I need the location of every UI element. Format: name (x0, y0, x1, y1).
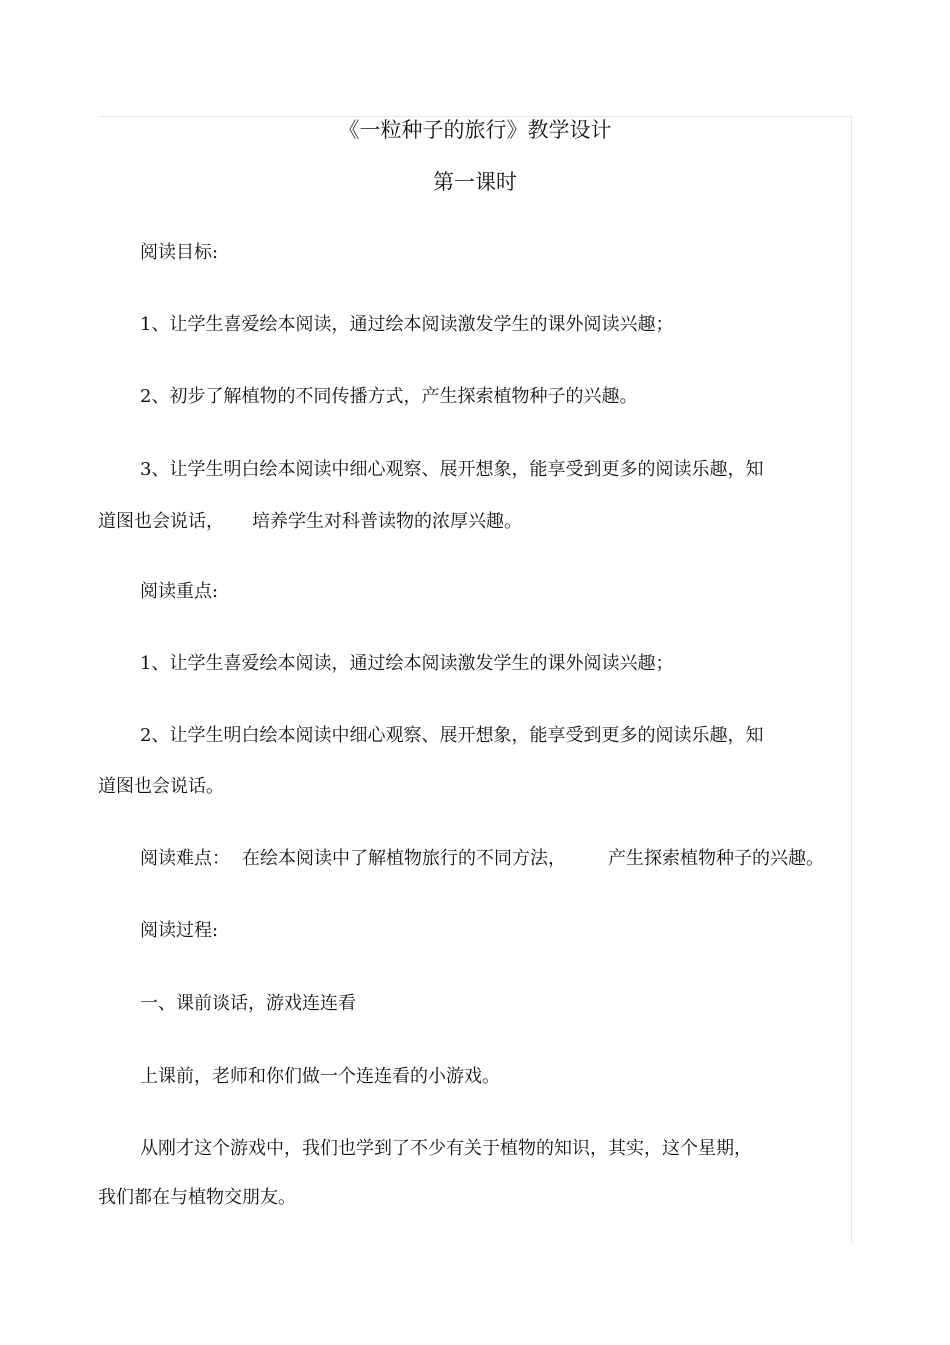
goal-item-3-part-b: 培养学生对科普读物的浓厚兴趣。 (252, 511, 522, 532)
goal-item-1: 1、让学生喜爱绘本阅读，通过绘本阅读激发学生的课外阅读兴趣； (140, 314, 674, 335)
difficulty-line (140, 847, 824, 871)
difficulty-part-1: 在绘本阅读中了解植物旅行的不同方法， (242, 848, 566, 869)
section-heading-1: 一、课前谈话，游戏连连看 (140, 993, 356, 1014)
goal-item-3-line-1: 3、让学生明白绘本阅读中细心观察、展开想象，能享受到更多的阅读乐趣，知 (140, 459, 764, 480)
process-heading: 阅读过程: (140, 920, 219, 941)
goal-item-3-part-a: 道图也会说话， (98, 511, 224, 532)
focus-item-2-line-2: 道图也会说话。 (98, 776, 224, 797)
focus-heading: 阅读重点: (140, 581, 219, 602)
goal-item-2: 2、初步了解植物的不同传播方式，产生探索植物种子的兴趣。 (140, 386, 638, 407)
paragraph-2-line-1: 从刚才这个游戏中，我们也学到了不少有关于植物的知识，其实，这个星期， (140, 1138, 752, 1159)
difficulty-label: 阅读难点： (140, 848, 230, 869)
focus-item-1: 1、让学生喜爱绘本阅读，通过绘本阅读激发学生的课外阅读兴趣； (140, 653, 674, 674)
document-subtitle: 第一课时 (433, 170, 517, 194)
goals-heading: 阅读目标: (140, 242, 219, 263)
page-border-right (851, 116, 852, 1244)
difficulty-part-2: 产生探索植物种子的兴趣。 (608, 848, 824, 869)
goal-item-3-line-2 (98, 510, 522, 534)
document-title: 《一粒种子的旅行》教学设计 (338, 118, 612, 142)
paragraph-1: 上课前，老师和你们做一个连连看的小游戏。 (140, 1066, 500, 1087)
paragraph-2-line-2: 我们都在与植物交朋友。 (98, 1187, 296, 1208)
focus-item-2-line-1: 2、让学生明白绘本阅读中细心观察、展开想象，能享受到更多的阅读乐趣，知 (140, 725, 764, 746)
